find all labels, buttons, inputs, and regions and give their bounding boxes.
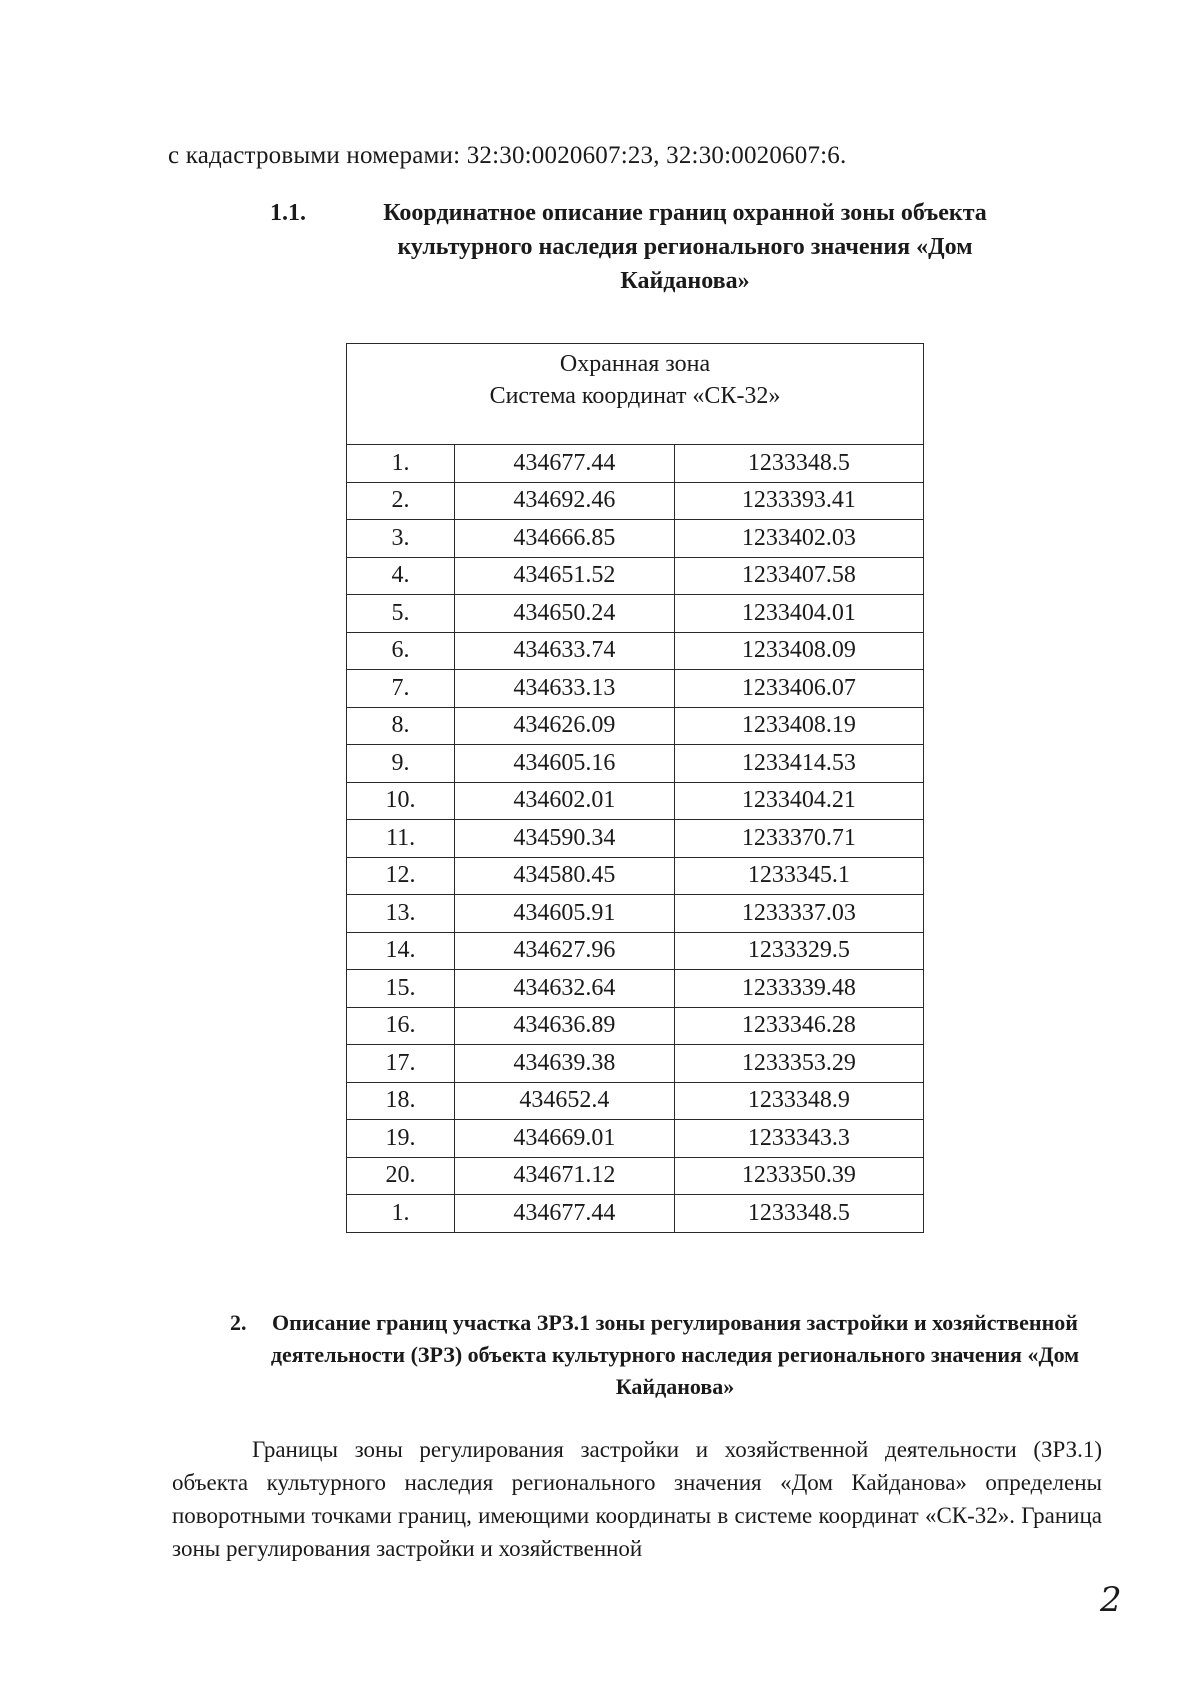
table-row — [347, 557, 924, 595]
x-coordinate-cell: 434669.01 — [455, 1120, 675, 1158]
intro-line: с кадастровыми номерами: 32:30:0020607:23, 32:30:0020607:6. — [168, 142, 847, 169]
x-coordinate-cell: 434651.52 — [455, 557, 675, 595]
x-coordinate-cell: 434605.91 — [455, 895, 675, 933]
table-row — [347, 820, 924, 858]
point-number-cell: 7. — [347, 670, 455, 708]
y-coordinate-cell: 1233404.21 — [674, 782, 923, 820]
y-coordinate-cell: 1233337.03 — [674, 895, 923, 933]
table-row — [347, 745, 924, 783]
x-coordinate-cell: 434605.16 — [455, 745, 675, 783]
x-coordinate-cell: 434639.38 — [455, 1045, 675, 1083]
point-number-cell: 2. — [347, 482, 455, 520]
table-row — [347, 445, 924, 483]
table-row — [347, 482, 924, 520]
table-row — [347, 1195, 924, 1233]
point-number-cell: 10. — [347, 782, 455, 820]
point-number-cell: 9. — [347, 745, 455, 783]
x-coordinate-cell: 434590.34 — [455, 820, 675, 858]
y-coordinate-cell: 1233407.58 — [674, 557, 923, 595]
x-coordinate-cell: 434632.64 — [455, 970, 675, 1008]
point-number-cell: 1. — [347, 1195, 455, 1233]
section-2-number: 2. — [230, 1310, 247, 1335]
point-number-cell: 12. — [347, 857, 455, 895]
point-number-cell: 15. — [347, 970, 455, 1008]
y-coordinate-cell: 1233402.03 — [674, 520, 923, 558]
x-coordinate-cell: 434677.44 — [455, 1195, 675, 1233]
y-coordinate-cell: 1233353.29 — [674, 1045, 923, 1083]
y-coordinate-cell: 1233343.3 — [674, 1120, 923, 1158]
table-row — [347, 932, 924, 970]
point-number-cell: 13. — [347, 895, 455, 933]
point-number-cell: 19. — [347, 1120, 455, 1158]
point-number-cell: 14. — [347, 932, 455, 970]
page-number: 2 — [1100, 1580, 1122, 1620]
point-number-cell: 6. — [347, 632, 455, 670]
y-coordinate-cell: 1233345.1 — [674, 857, 923, 895]
point-number-cell: 18. — [347, 1082, 455, 1120]
y-coordinate-cell: 1233370.71 — [674, 820, 923, 858]
x-coordinate-cell: 434580.45 — [455, 857, 675, 895]
table-row — [347, 970, 924, 1008]
x-coordinate-cell: 434652.4 — [455, 1082, 675, 1120]
y-coordinate-cell: 1233339.48 — [674, 970, 923, 1008]
table-header-system: Система координат «СК-32» — [489, 383, 781, 409]
section-2-heading — [230, 1307, 1090, 1403]
y-coordinate-cell: 1233393.41 — [674, 482, 923, 520]
table-header — [347, 344, 924, 445]
section-1-title: Координатное описание границ охранной зоны объекта культурного наследия регионального значения «Дом Кайданова» — [383, 200, 987, 294]
table-row — [347, 857, 924, 895]
table-row — [347, 707, 924, 745]
section-1-heading — [270, 196, 1030, 298]
point-number-cell: 1. — [347, 445, 455, 483]
x-coordinate-cell: 434677.44 — [455, 445, 675, 483]
x-coordinate-cell: 434602.01 — [455, 782, 675, 820]
x-coordinate-cell: 434650.24 — [455, 595, 675, 633]
table-row — [347, 520, 924, 558]
table-row — [347, 1082, 924, 1120]
x-coordinate-cell: 434633.13 — [455, 670, 675, 708]
y-coordinate-cell: 1233329.5 — [674, 932, 923, 970]
point-number-cell: 8. — [347, 707, 455, 745]
x-coordinate-cell: 434671.12 — [455, 1157, 675, 1195]
coordinates-table — [346, 343, 924, 1233]
point-number-cell: 3. — [347, 520, 455, 558]
table-header-zone: Охранная зона — [559, 351, 711, 377]
table-row — [347, 895, 924, 933]
y-coordinate-cell: 1233348.5 — [674, 445, 923, 483]
point-number-cell: 5. — [347, 595, 455, 633]
point-number-cell: 16. — [347, 1007, 455, 1045]
point-number-cell: 11. — [347, 820, 455, 858]
body-paragraph: Границы зоны регулирования застройки и хозяйственной деятельности (ЗРЗ.1) объекта культурного наследия регионального значения «Дом Кайданова» определены поворотными точками границ, имеющими координаты в системе координат «СК-32». Граница зоны регулирования застройки и хозяйственной — [172, 1437, 1102, 1561]
x-coordinate-cell: 434626.09 — [455, 707, 675, 745]
table-header-row — [347, 344, 924, 445]
y-coordinate-cell: 1233350.39 — [674, 1157, 923, 1195]
x-coordinate-cell: 434636.89 — [455, 1007, 675, 1045]
y-coordinate-cell: 1233414.53 — [674, 745, 923, 783]
y-coordinate-cell: 1233408.09 — [674, 632, 923, 670]
section-1-number: 1.1. — [270, 200, 306, 226]
x-coordinate-cell: 434627.96 — [455, 932, 675, 970]
y-coordinate-cell: 1233404.01 — [674, 595, 923, 633]
y-coordinate-cell: 1233348.9 — [674, 1082, 923, 1120]
section-2-title: Описание границ участка ЗРЗ.1 зоны регулирования застройки и хозяйственной деятельности (ЗРЗ) объекта культурного наследия регионального значения «Дом Кайданова» — [270, 1310, 1080, 1399]
y-coordinate-cell: 1233406.07 — [674, 670, 923, 708]
table-row — [347, 782, 924, 820]
table-row — [347, 595, 924, 633]
y-coordinate-cell: 1233346.28 — [674, 1007, 923, 1045]
table-row — [347, 670, 924, 708]
table-row — [347, 632, 924, 670]
x-coordinate-cell: 434666.85 — [455, 520, 675, 558]
table-row — [347, 1157, 924, 1195]
point-number-cell: 17. — [347, 1045, 455, 1083]
y-coordinate-cell: 1233408.19 — [674, 707, 923, 745]
y-coordinate-cell: 1233348.5 — [674, 1195, 923, 1233]
x-coordinate-cell: 434692.46 — [455, 482, 675, 520]
x-coordinate-cell: 434633.74 — [455, 632, 675, 670]
table-row — [347, 1045, 924, 1083]
table-body — [347, 445, 924, 1233]
point-number-cell: 20. — [347, 1157, 455, 1195]
table-row — [347, 1120, 924, 1158]
table-row — [347, 1007, 924, 1045]
point-number-cell: 4. — [347, 557, 455, 595]
